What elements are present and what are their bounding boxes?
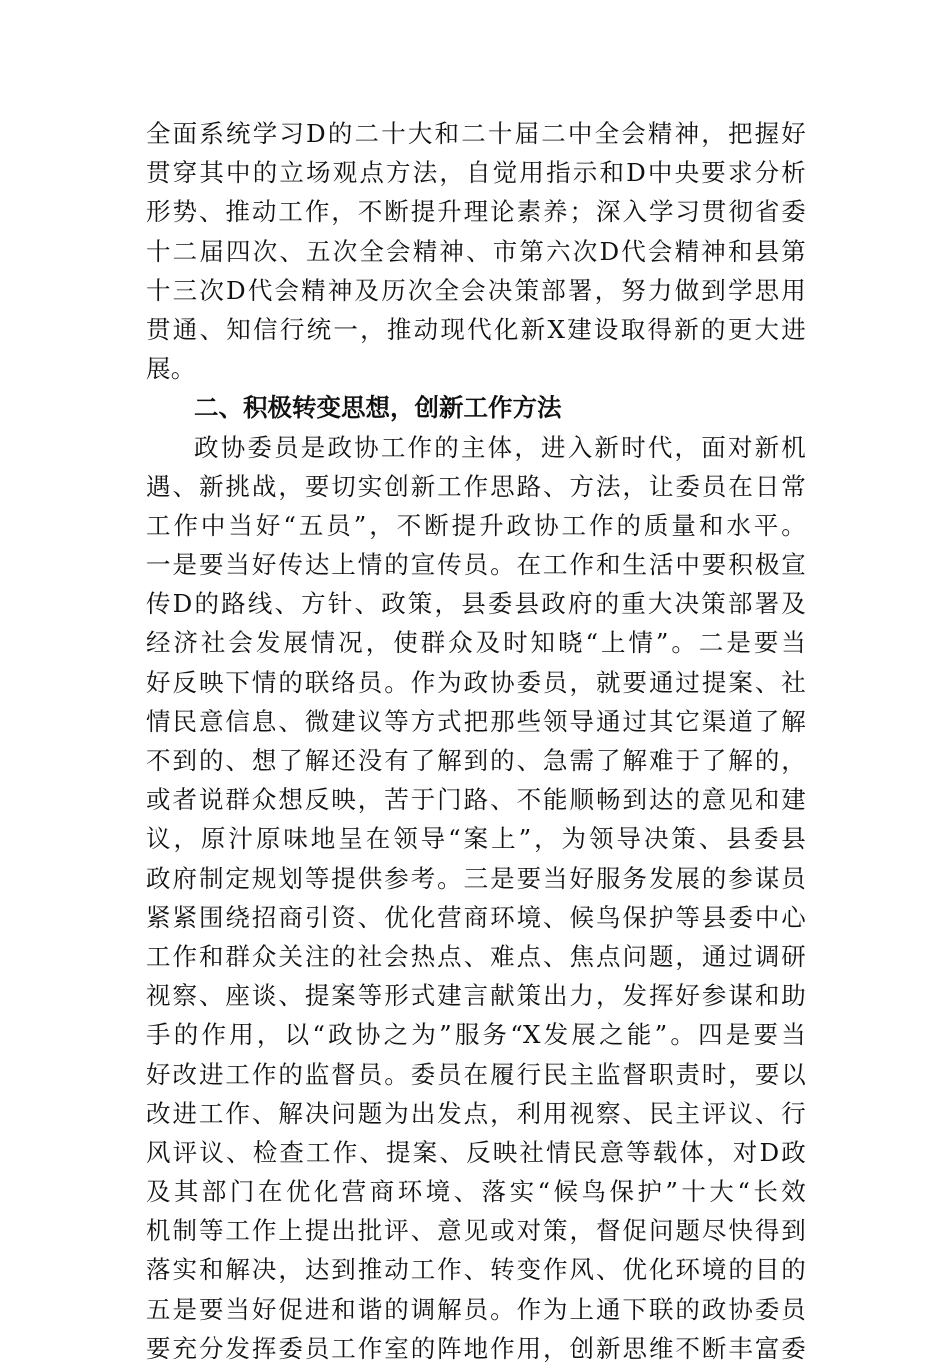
paragraph-line: 紧紧围绕招商引资、优化营商环境、候鸟保护等县委中心 [146,898,806,937]
paragraph-line: 情民意信息、微建议等方式把那些领导通过其它渠道了解 [146,702,806,741]
paragraph-line: 经济社会发展情况，使群众及时知晓“上情”。二是要当 [146,623,806,662]
paragraph-line: 风评议、检查工作、提案、反映社情民意等载体，对D政 [146,1133,806,1172]
paragraph-line: 十三次D代会精神及历次全会决策部署，努力做到学思用 [146,271,806,310]
paragraph-line: 十二届四次、五次全会精神、市第六次D代会精神和县第 [146,232,806,271]
paragraph-line: 议，原汁原味地呈在领导“案上”，为领导决策、县委县 [146,819,806,858]
paragraph-line: 工作中当好“五员”，不断提升政协工作的质量和水平。 [146,506,806,545]
paragraph-line: 全面系统学习D的二十大和二十届二中全会精神，把握好 [146,114,806,153]
paragraph-line: 好改进工作的监督员。委员在履行民主监督职责时，要以 [146,1055,806,1094]
paragraph-line: 工作和群众关注的社会热点、难点、焦点问题，通过调研 [146,937,806,976]
paragraph-line: 及其部门在优化营商环境、落实“候鸟保护”十大“长效 [146,1172,806,1211]
paragraph-line: 贯通、知信行统一，推动现代化新X建设取得新的更大进 [146,310,806,349]
paragraph-line: 要充分发挥委员工作室的阵地作用，创新思维不断丰富委 [146,1329,806,1368]
paragraph-line: 落实和解决，达到推动工作、转变作风、优化环境的目的 [146,1250,806,1289]
paragraph-line: 形势、推动工作，不断提升理论素养；深入学习贯彻省委 [146,192,806,231]
paragraph-line: 好反映下情的联络员。作为政协委员，就要通过提案、社 [146,663,806,702]
paragraph-line: 或者说群众想反映，苦于门路、不能顺畅到达的意见和建 [146,780,806,819]
paragraph-line: 不到的、想了解还没有了解到的、急需了解难于了解的， [146,741,806,780]
section-heading: 二、积极转变思想，创新工作方法 [146,388,806,427]
paragraph-line: 手的作用，以“政协之为”服务“X发展之能”。四是要当 [146,1015,806,1054]
paragraph-line: 五是要当好促进和谐的调解员。作为上通下联的政协委员 [146,1290,806,1329]
paragraph-line: 机制等工作上提出批评、意见或对策，督促问题尽快得到 [146,1211,806,1250]
paragraph-line: 改进工作、解决问题为出发点，利用视察、民主评议、行 [146,1094,806,1133]
document-body [146,114,806,1368]
paragraph-line: 政协委员是政协工作的主体，进入新时代，面对新机 [146,428,806,467]
paragraph-line: 政府制定规划等提供参考。三是要当好服务发展的参谋员 [146,859,806,898]
paragraph-line: 传D的路线、方针、政策，县委县政府的重大决策部署及 [146,584,806,623]
paragraph-five-roles [146,428,806,1368]
paragraph-study [146,114,806,388]
paragraph-line: 遇、新挑战，要切实创新工作思路、方法，让委员在日常 [146,467,806,506]
paragraph-line: 视察、座谈、提案等形式建言献策出力，发挥好参谋和助 [146,976,806,1015]
paragraph-line: 展。 [146,349,806,388]
paragraph-line: 一是要当好传达上情的宣传员。在工作和生活中要积极宣 [146,545,806,584]
paragraph-line: 贯穿其中的立场观点方法，自觉用指示和D中央要求分析 [146,153,806,192]
